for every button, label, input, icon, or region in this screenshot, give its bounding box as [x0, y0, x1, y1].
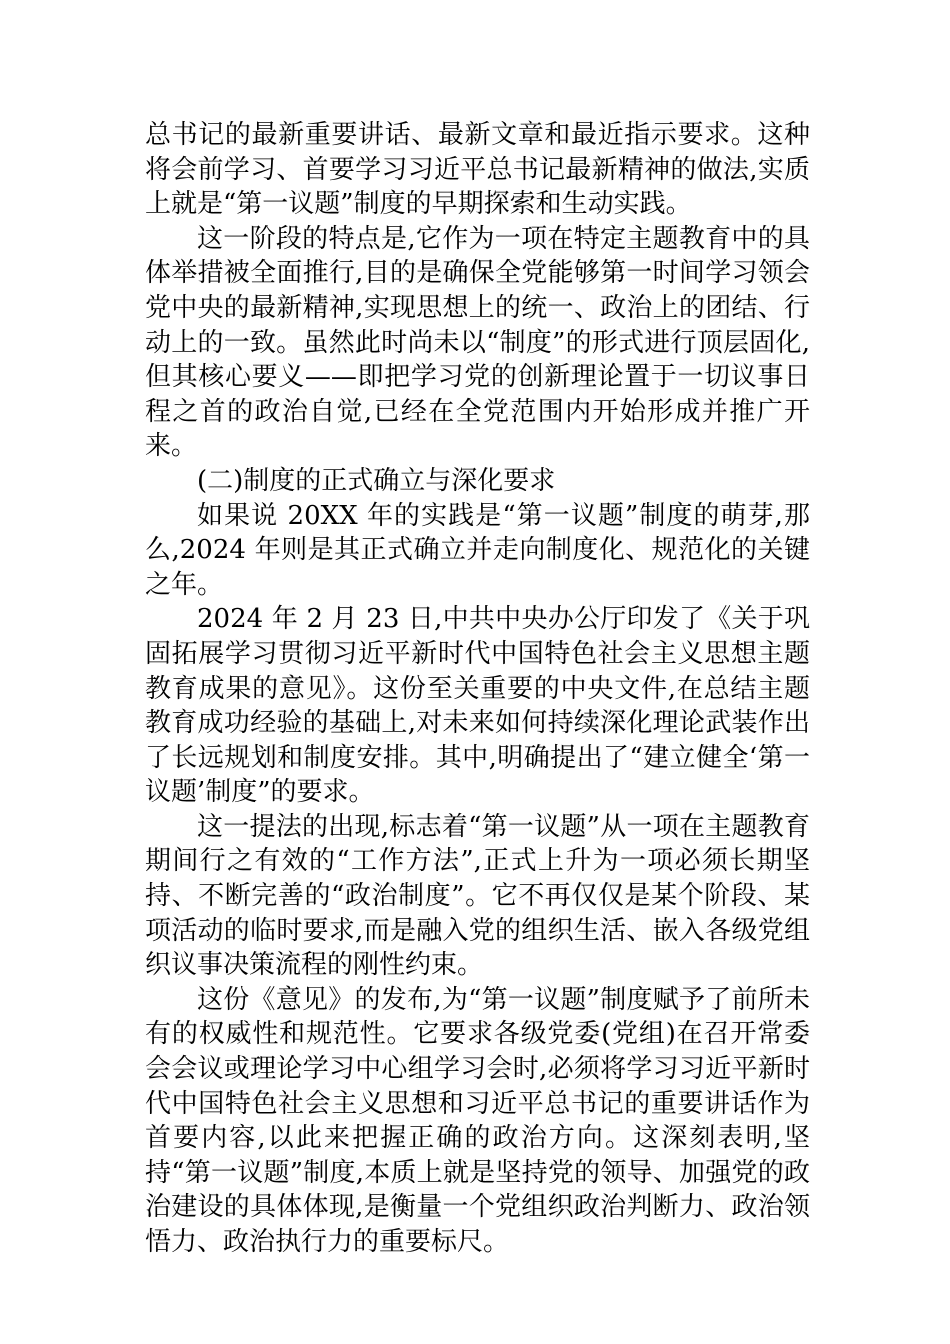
paragraph-stage-features: 这一阶段的特点是,它作为一项在特定主题教育中的具体举措被全面推行,目的是确保全党能够第一时间学习领会党中央的最新精神,实现思想上的统一、政治上的团结、行动上的一致。虽然此时尚未以“制度”的形式进行顶层固化,但其核心要义——即把学习党的创新理论置于一切议事日程之首的政治自觉,已经在全党范围内开始形成并推广开来。 [145, 223, 810, 462]
paragraph-2024-establishment: 如果说 20XX 年的实践是“第一议题”制度的萌芽,那么,2024 年则是其正式确立并走向制度化、规范化的关键之年。 [145, 500, 810, 600]
paragraph-authority: 这份《意见》的发布,为“第一议题”制度赋予了前所未有的权威性和规范性。它要求各级党委(党组)在召开常委会会议或理论学习中心组学习会时,必须将学习习近平新时代中国特色社会主义思想和习近平总书记的重要讲话作为首要内容,以此来把握正确的政治方向。这深刻表明,坚持“第一议题”制度,本质上就是坚持党的领导、加强党的政治建设的具体体现,是衡量一个党组织政治判断力、政治领悟力、政治执行力的重要标尺。 [145, 984, 810, 1257]
paragraph-opinion-document: 2024 年 2 月 23 日,中共中央办公厅印发了《关于巩固拓展学习贯彻习近平新时代中国特色社会主义思想主题教育成果的意见》。这份至关重要的中央文件,在总结主题教育成功经验的基础上,对未来如何持续深化理论武装作出了长远规划和制度安排。其中,明确提出了“建立健全‘第一议题’制度”的要求。 [145, 604, 810, 808]
paragraph-continuation: 总书记的最新重要讲话、最新文章和最近指示要求。这种将会前学习、首要学习习近平总书记最新精神的做法,实质上就是“第一议题”制度的早期探索和生动实践。 [145, 120, 810, 220]
section-heading-2: (二)制度的正式确立与深化要求 [197, 465, 556, 496]
document-page [145, 118, 810, 1260]
paragraph-institutionalization: 这一提法的出现,标志着“第一议题”从一项在主题教育期间行之有效的“工作方法”,正式上升为一项必须长期坚持、不断完善的“政治制度”。它不再仅仅是某个阶段、某项活动的临时要求,而是融入党的组织生活、嵌入各级党组织议事决策流程的刚性约束。 [145, 811, 810, 981]
